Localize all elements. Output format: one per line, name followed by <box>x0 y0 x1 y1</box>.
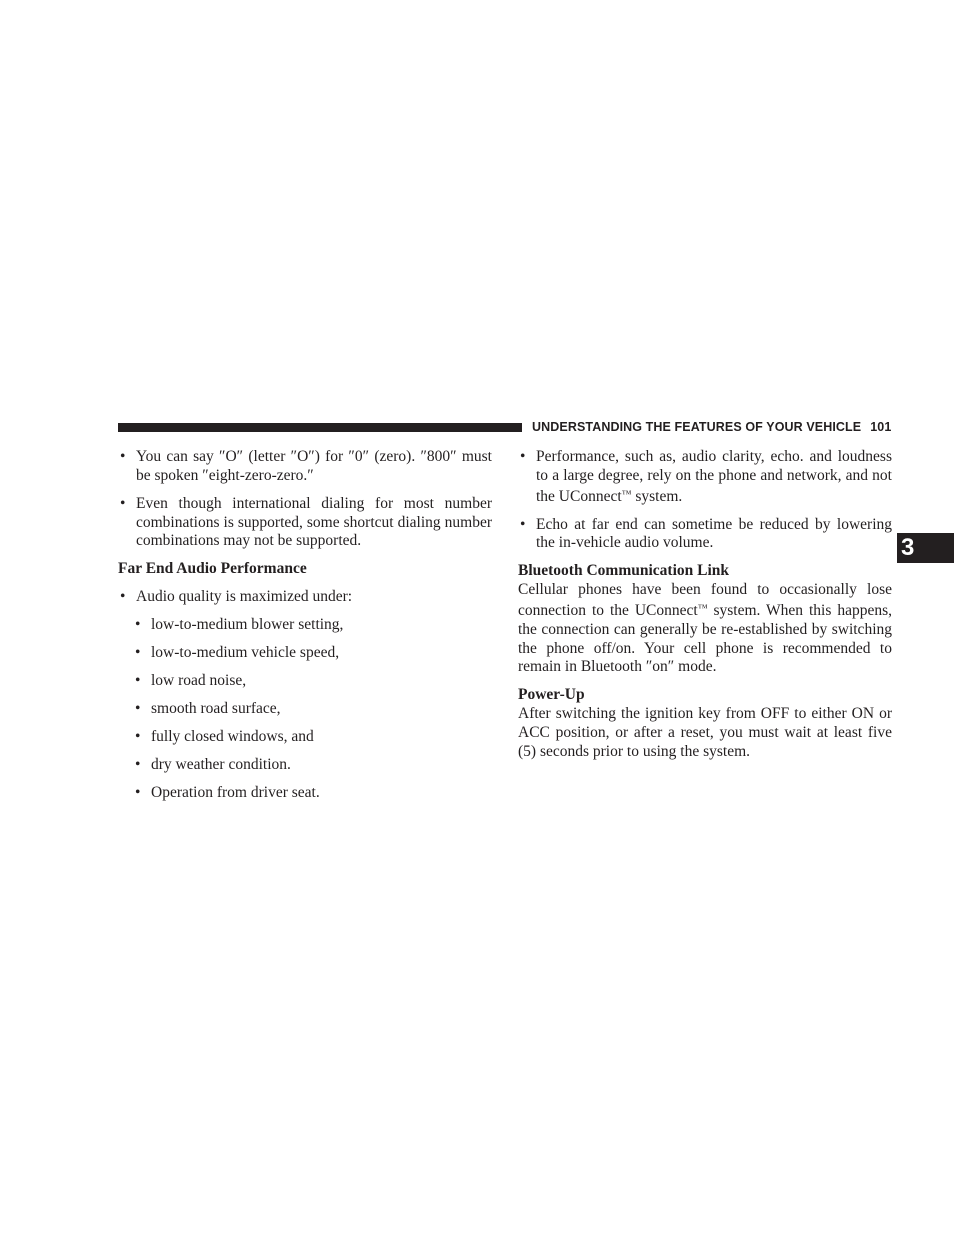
list-item: • Audio quality is maximized under: <box>118 588 492 607</box>
list-item <box>518 448 892 506</box>
left-column <box>118 448 492 812</box>
trademark-symbol: ™ <box>621 488 632 500</box>
paragraph-text: Cellular phones have been found to occasionally lose connection to the UConnect <box>518 581 892 619</box>
list-item: • Echo at far end can sometime be reduced by lowering the in-vehicle audio volume. <box>518 516 892 554</box>
bullet-text: system. <box>631 487 683 505</box>
bullet-text: Performance, such as, audio clarity, echo. and loudness to a large degree, rely on the phone and network, and not the UConnect <box>536 448 892 505</box>
page-number: 101 <box>870 420 892 434</box>
section-heading-bluetooth: Bluetooth Communication Link <box>518 562 730 580</box>
list-item: • Even though international dialing for most number combinations is supported, some shortcut dialing number combinations may not be supported. <box>118 495 492 551</box>
paragraph-text: system. When this happens, the connection can generally be re-established by switching the phone off/on. Your cell phone is recommended to remain in Bluetooth ″on″ mode. <box>518 601 892 676</box>
sub-list-item: • Operation from driver seat. <box>118 784 492 803</box>
paragraph-power-up: After switching the ignition key from OFF to either ON or ACC position, or after a reset, you must wait at least five (5) seconds prior to using the system. <box>518 705 892 760</box>
section-heading-power-up: Power-Up <box>518 686 585 704</box>
header-rule <box>118 423 522 432</box>
sub-list-item: • low road noise, <box>118 672 492 691</box>
running-header <box>532 419 892 435</box>
sub-list-item: • low-to-medium blower setting, <box>118 616 492 635</box>
sub-list-item: • dry weather condition. <box>118 756 492 775</box>
sub-list-item: • fully closed windows, and <box>118 728 492 747</box>
right-column <box>518 448 892 762</box>
paragraph-bluetooth <box>518 581 892 677</box>
section-heading-far-end-audio: Far End Audio Performance <box>118 560 307 578</box>
sub-list-item: • low-to-medium vehicle speed, <box>118 644 492 663</box>
trademark-symbol: ™ <box>697 602 708 614</box>
section-title: UNDERSTANDING THE FEATURES OF YOUR VEHICLE <box>532 420 862 434</box>
chapter-tab: 3 <box>897 533 954 563</box>
list-item: • You can say ″O″ (letter ″O″) for ″0″ (zero). ″800″ must be spoken ″eight-zero-zero.″ <box>118 448 492 486</box>
sub-list-item: • smooth road surface, <box>118 700 492 719</box>
